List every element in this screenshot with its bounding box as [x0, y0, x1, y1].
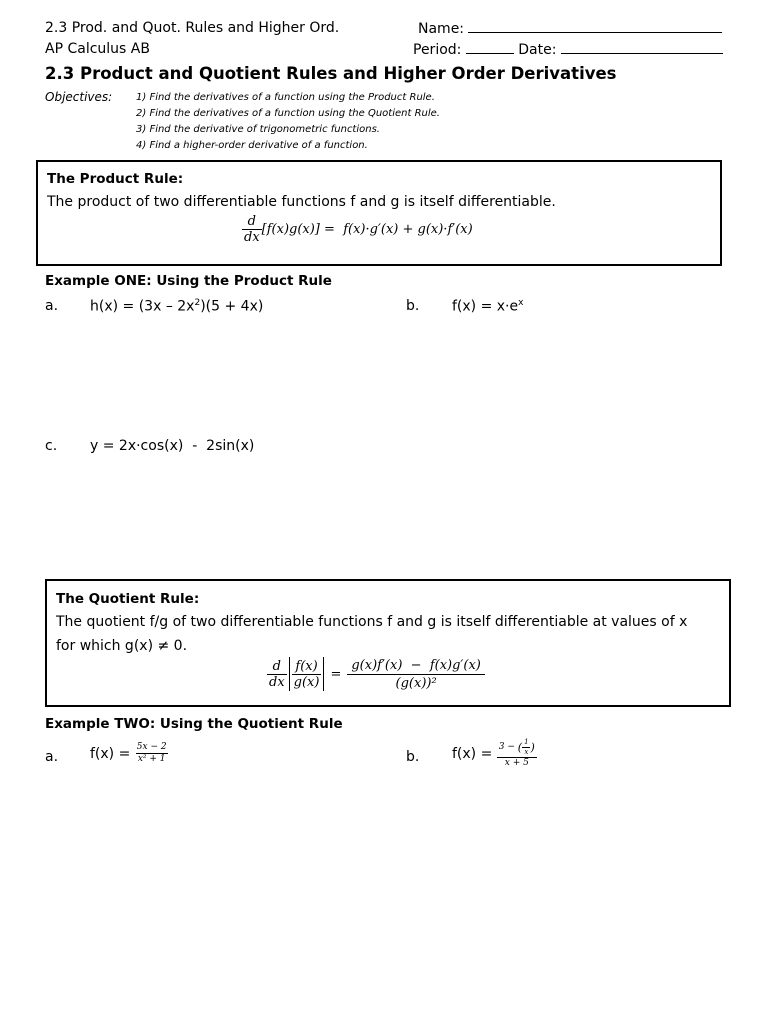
quotient-rule-title: The Quotient Rule:	[56, 591, 200, 607]
example-one-c-label: c.	[45, 438, 58, 454]
derivative-operator: $\frac{d}{dx}$	[269, 658, 285, 690]
example-two-b-expression: f(x) = 3 − ( $\frac{1}{x}$ ) x + 5	[452, 738, 535, 768]
example-two-b-fraction: 3 − ( $\frac{1}{x}$ ) x + 5	[498, 738, 535, 768]
objective-item: 2) Find the derivatives of a function using the Quotient Rule.	[136, 108, 440, 119]
quotient-bracket: $\frac{f(x)}{g(x)}$	[289, 657, 325, 691]
quotient-rule-text-line1: The quotient f/g of two differentiable functions f and g is itself differentiable at values of x	[56, 614, 688, 630]
objective-item: 4) Find a higher-order derivative of a function.	[136, 140, 368, 151]
example-one-heading: Example ONE: Using the Product Rule	[45, 273, 332, 289]
date-blank	[561, 41, 723, 54]
example-one-a-label: a.	[45, 298, 59, 314]
product-rule-box	[36, 160, 722, 266]
example-one-c-expression: y = 2x·cos(x) - 2sin(x)	[90, 438, 255, 454]
derivative-operator: $\frac{d}{dx}$	[244, 214, 260, 245]
quotient-rule-text-line2: for which g(x) ≠ 0.	[56, 638, 188, 654]
date-label: Date:	[518, 42, 557, 58]
objectives-list	[136, 90, 440, 154]
product-rule-rhs: f(x)·g′(x) + g(x)·f′(x)	[343, 222, 473, 237]
name-blank	[468, 20, 722, 33]
course-name: AP Calculus AB	[45, 41, 150, 57]
period-label: Period:	[413, 42, 462, 58]
product-rule-title: The Product Rule:	[47, 171, 184, 187]
product-rule-lhs: [f(x)g(x)] =	[261, 222, 340, 237]
period-blank	[466, 41, 514, 54]
example-one-b-expression: $f(x) = x\cdot e^x$	[452, 298, 524, 315]
product-rule-formula	[242, 215, 473, 244]
name-field	[418, 20, 722, 37]
example-two-a-fraction: $\frac{5x - 2}{\text{x² + 1}}$	[136, 742, 167, 764]
name-label: Name:	[418, 21, 465, 37]
quotient-rule-box	[45, 579, 731, 707]
objective-item: 1) Find the derivatives of a function using the Product Rule.	[136, 92, 435, 103]
example-one-a-expression: $h(x) = (3x - 2x^2)(5 + 4x)$	[90, 298, 264, 315]
product-rule-text: The product of two differentiable functions f and g is itself differentiable.	[47, 194, 556, 210]
example-two-a-expression: f(x) = $\frac{5x - 2}{\text{x² + 1}}$	[90, 742, 167, 764]
example-one-b-label: b.	[406, 298, 420, 314]
page-title: 2.3 Product and Quotient Rules and Higher Order Derivatives	[45, 64, 617, 83]
objectives-label: Objectives:	[45, 90, 113, 104]
period-date-field	[413, 41, 723, 58]
example-two-b-label: b.	[406, 749, 420, 765]
worksheet-short-title: 2.3 Prod. and Quot. Rules and Higher Ord.	[45, 20, 340, 36]
example-two-heading: Example TWO: Using the Quotient Rule	[45, 716, 343, 732]
example-two-a-label: a.	[45, 749, 59, 765]
quotient-rule-rhs: $\frac{g(x)f'(x) - f(x)g'(x)}{\text{(g(x))²}}$	[347, 659, 485, 690]
objective-item: 3) Find the derivative of trigonometric functions.	[136, 124, 380, 135]
quotient-rule-formula: $\frac{d}{dx}$ $\frac{f(x)}{g(x)}$ = $\frac{g(x)f'(x) - f(x)g'(x)}{\text{(g(x))²}}$	[267, 657, 485, 691]
